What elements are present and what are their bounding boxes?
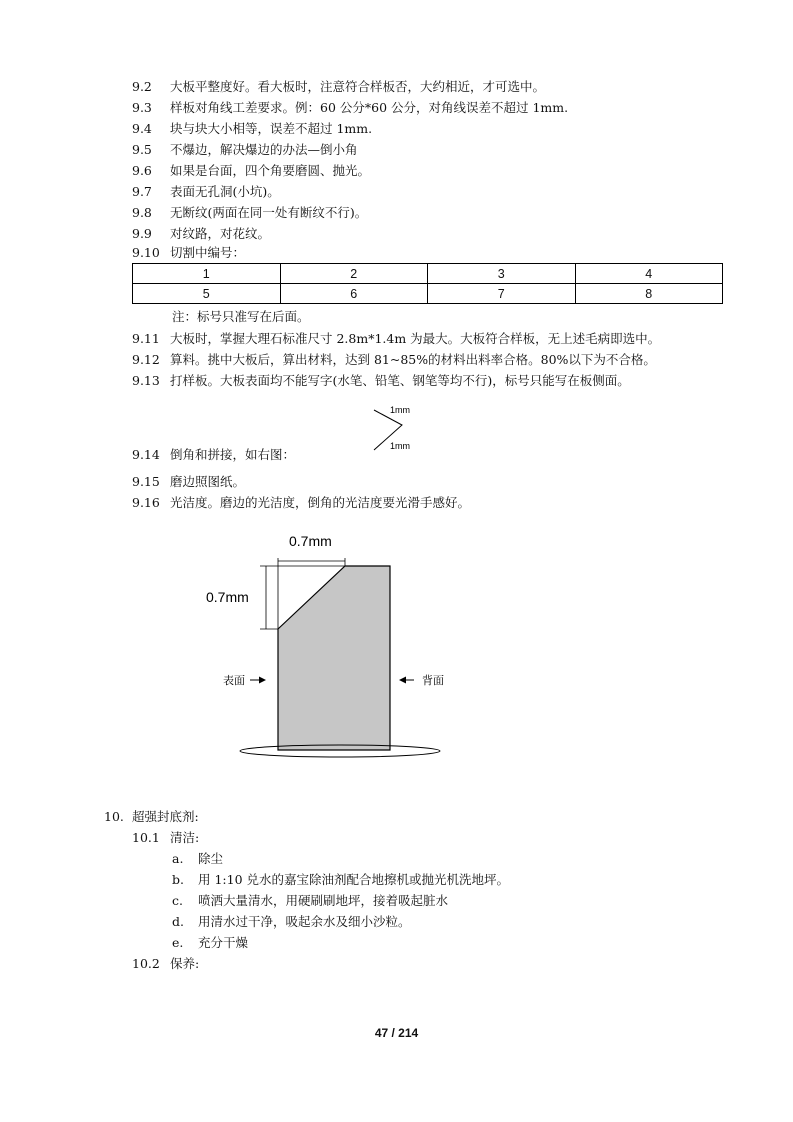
section-10-heading: 10. 超强封底剂: (104, 809, 199, 824)
list-item: a. 除尘 (172, 851, 224, 866)
item-9-16: 9.16 光洁度。磨边的光洁度，倒角的光洁度要光滑手感好。 (132, 495, 471, 510)
table-cell: 6 (280, 284, 428, 304)
list-item: e. 充分干燥 (172, 935, 249, 950)
item-9-10: 9.10 切割中编号： (132, 245, 246, 260)
dim-label-horizontal: 0.7mm (289, 533, 332, 549)
table-cell: 4 (575, 264, 723, 284)
bevel-label-bottom: 1mm (390, 441, 410, 451)
item-9-5: 9.5 不爆边，解决爆边的办法—倒小角 (132, 142, 358, 157)
table-cell: 7 (428, 284, 576, 304)
cut-number-table (132, 263, 723, 304)
item-9-3: 9.3 样板对角线工差要求。例：60 公分*60 公分，对角线误差不超过 1mm. (132, 100, 569, 115)
table-row (133, 264, 723, 284)
arrow-right-icon (259, 677, 266, 684)
table-note: 注：标号只准写在后面。 (172, 309, 310, 324)
stone-profile (278, 566, 390, 750)
bevel-sketch (368, 400, 428, 456)
item-9-8: 9.8 无断纹(两面在同一处有断纹不行)。 (132, 205, 368, 220)
item-9-4: 9.4 块与块大小相等，误差不超过 1mm. (132, 121, 373, 136)
table-cell: 1 (133, 264, 281, 284)
section-10-1-heading: 10.1 清洁: (132, 830, 200, 845)
label-front: 表面 (223, 675, 245, 687)
item-9-12: 9.12 算料。挑中大板后，算出材料，达到 81~85%的材料出料率合格。80%以下为不合格。 (132, 352, 656, 367)
item-9-2: 9.2 大板平整度好。看大板时，注意符合样板否，大约相近，才可选中。 (132, 79, 546, 94)
item-9-15: 9.15 磨边照图纸。 (132, 474, 246, 489)
item-9-14: 9.14 倒角和拼接，如右图： (132, 447, 296, 462)
edge-profile-figure (200, 525, 460, 765)
item-9-13: 9.13 打样板。大板表面均不能写字(水笔、铅笔、钢笔等均不行)，标号只能写在板侧面。 (132, 373, 630, 388)
dim-label-vertical: 0.7mm (206, 589, 249, 605)
list-item: d. 用清水过干净，吸起余水及细小沙粒。 (172, 914, 411, 929)
list-item: c. 喷洒大量清水，用硬刷刷地坪，接着吸起脏水 (172, 893, 449, 908)
table-cell: 3 (428, 264, 576, 284)
label-back: 背面 (422, 675, 444, 687)
table-row (133, 284, 723, 304)
arrow-left-icon (399, 677, 406, 684)
item-9-11: 9.11 大板时，掌握大理石标准尺寸 2.8m*1.4m 为最大。大板符合样板，无上述毛病即选中。 (132, 331, 661, 346)
item-9-6: 9.6 如果是台面，四个角要磨圆、抛光。 (132, 163, 371, 178)
list-item: b. 用 1:10 兑水的嘉宝除油剂配合地擦机或抛光机洗地坪。 (172, 872, 510, 887)
bevel-label-top: 1mm (390, 405, 410, 415)
item-9-7: 9.7 表面无孔洞(小坑)。 (132, 184, 280, 199)
table-cell: 5 (133, 284, 281, 304)
section-10-2-heading: 10.2 保养: (132, 956, 200, 971)
item-9-9: 9.9 对纹路，对花纹。 (132, 226, 271, 241)
table-cell: 8 (575, 284, 723, 304)
page-number: 47 / 214 (374, 1026, 419, 1040)
table-cell: 2 (280, 264, 428, 284)
